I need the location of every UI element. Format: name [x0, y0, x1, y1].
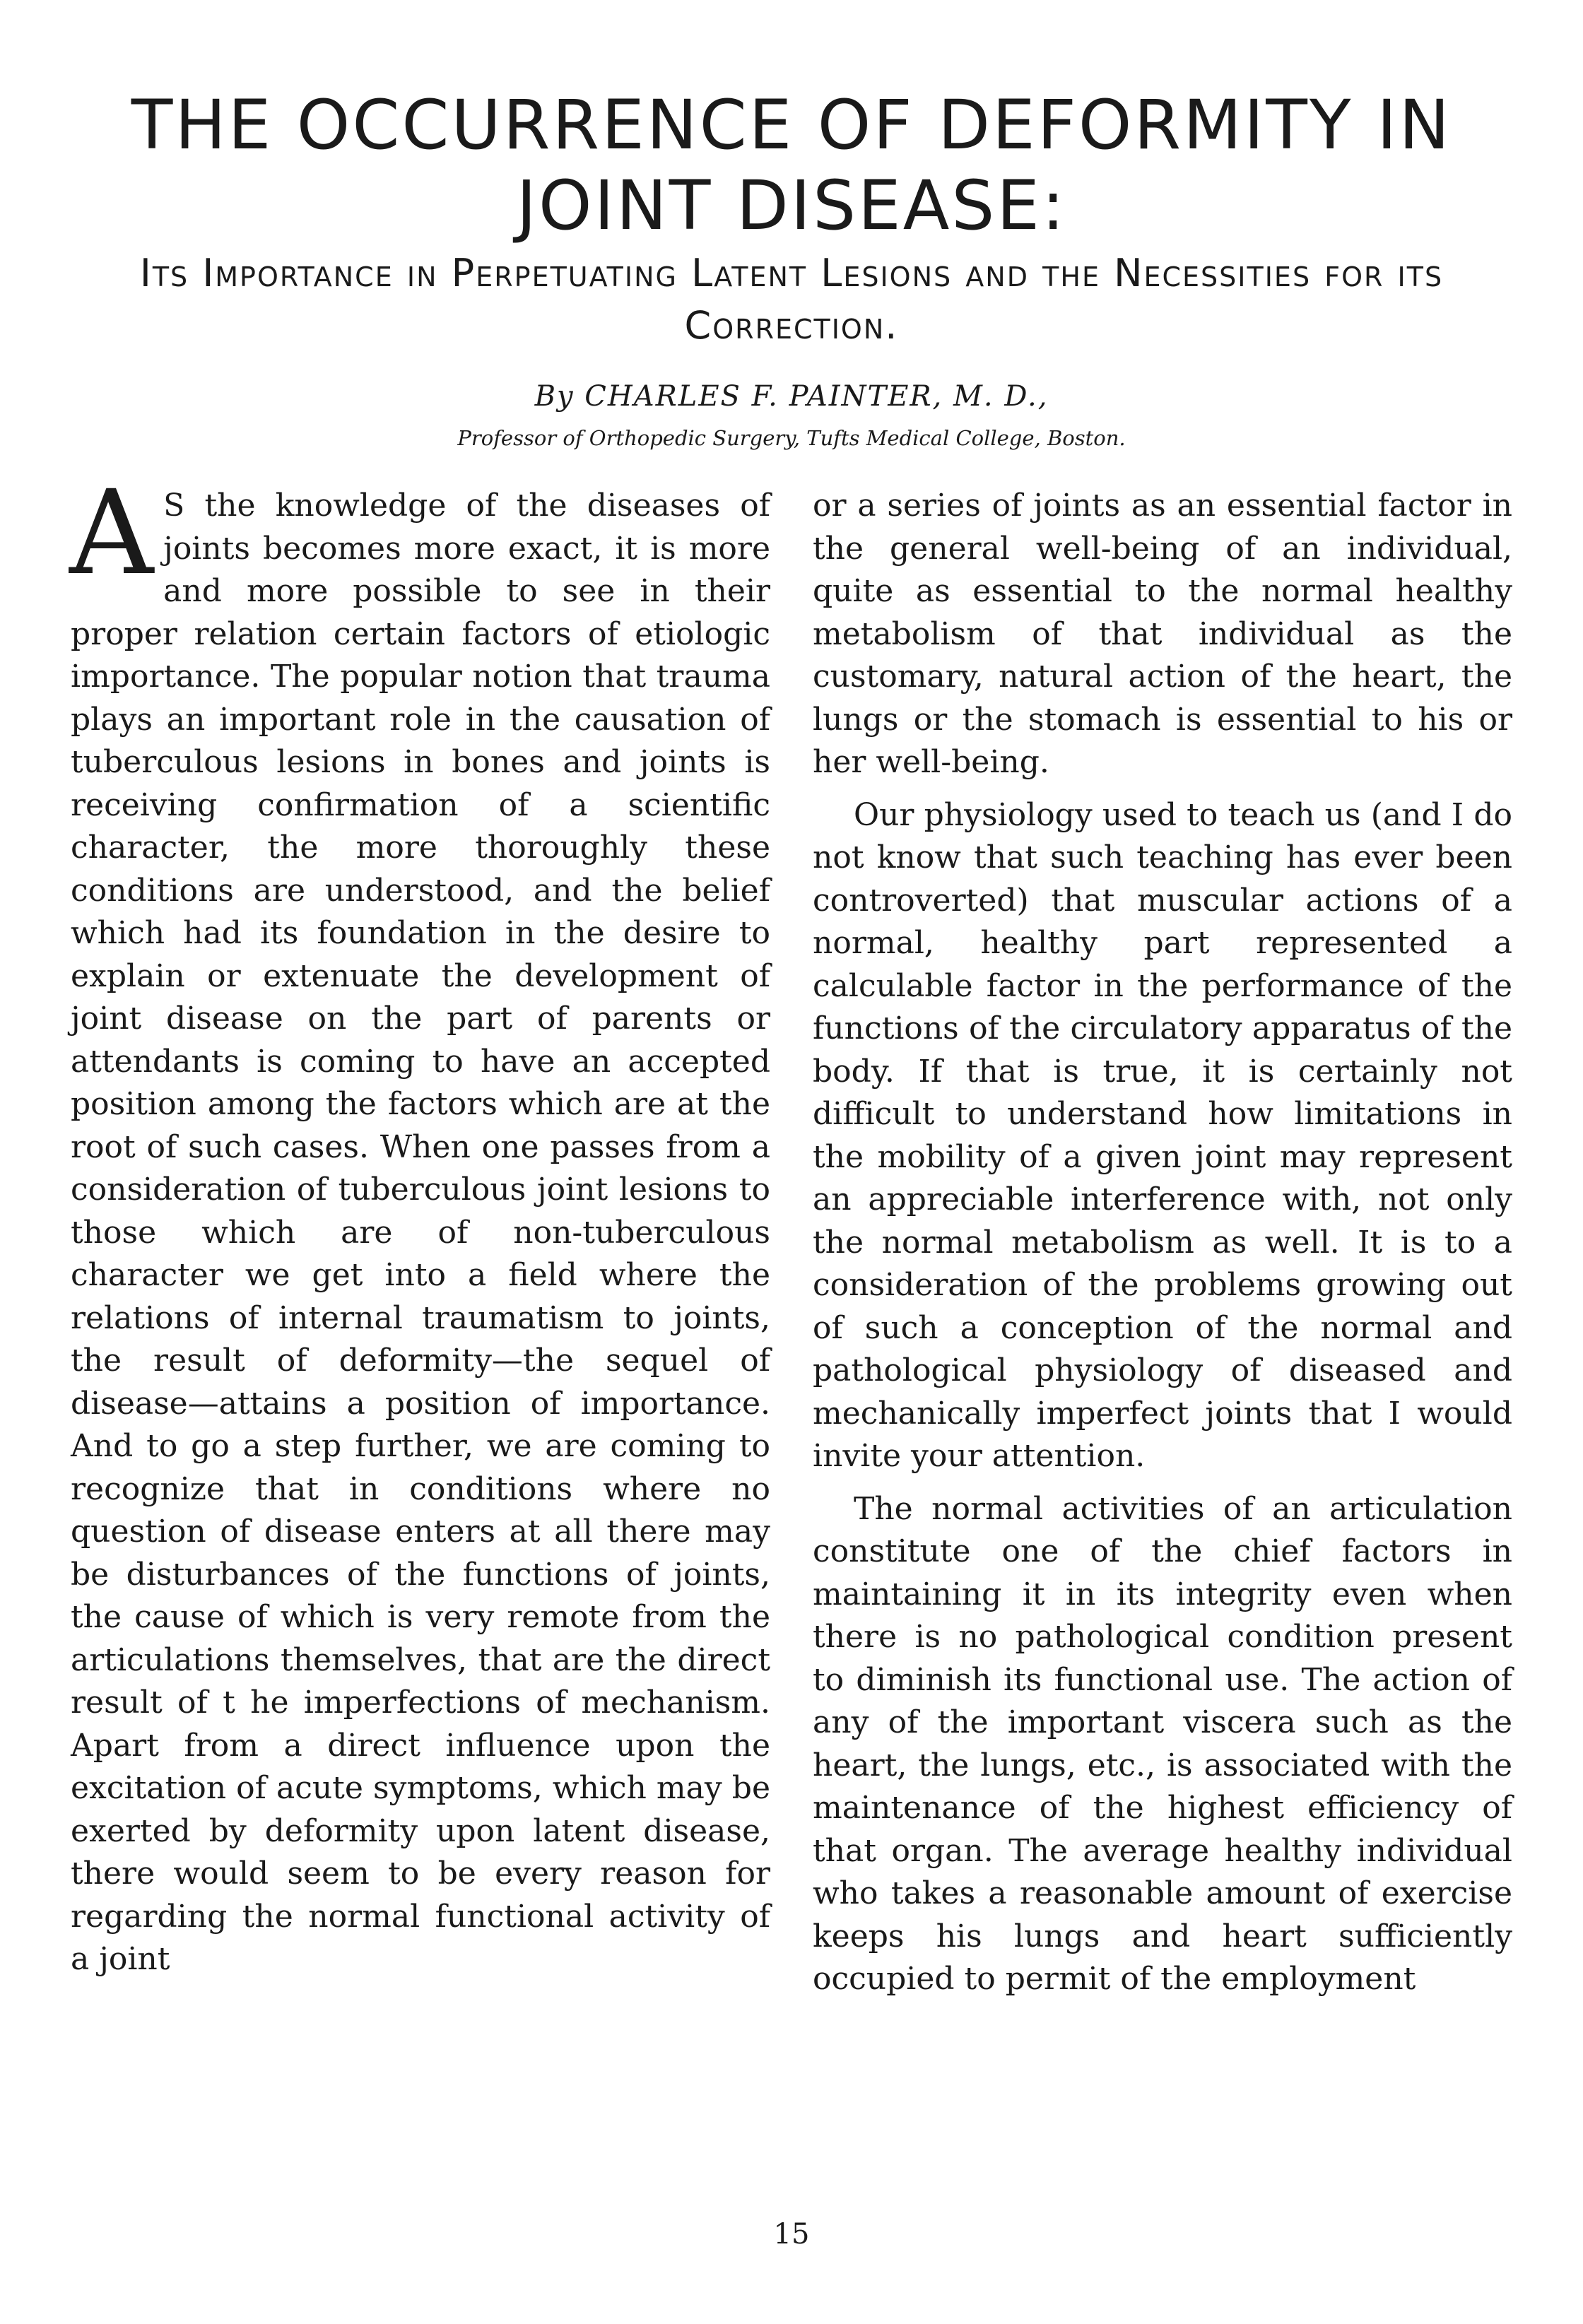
paragraph-1-text: S the knowledge of the diseases of joints becomes more exact, it is more and more possible to see in their proper relation certain factors of etiologic importance. The popular notion that trauma plays an important role in the causation of tuberculous lesions in bones and joints is receiving confirmation of a scientific character, the more thoroughly these conditions are understood, and the belief which had its foundation in the desire to explain or extenuate the development of joint disease on the part of parents or attendants is coming to have an accepted position among the factors which are at the root of such cases. When one passes from a consideration of tuberculous joint lesions to those which are of non-tuberculous character we get into a field where the relations of internal traumatism to joints, the result of deformity—the sequel of disease—attains a position of importance. And to go a step further, we are coming to recognize that in conditions where no question of disease enters at all there may be disturbances of the functions of joints, the cause of which is very remote from the articulations themselves, that are the direct result of t he imperfections of mechanism. Apart from a direct influence upon the excitation of acute symptoms, which may be exerted by deformity upon latent disease, there would seem to be every reason for regarding the normal functional activity of a joint: [71, 488, 770, 1977]
author-byline: By CHARLES F. PAINTER, M. D.,: [534, 380, 1049, 413]
author-affiliation: Professor of Orthopedic Surgery, Tufts Medical College, Boston.: [457, 426, 1126, 450]
right-column: [813, 485, 1512, 2188]
page-number: 15: [773, 2218, 810, 2251]
left-column: [69, 465, 770, 2188]
paragraph-1-continued: or a series of joints as an essential factor in the general well-being of an individual, quite as essential to the normal healthy metabolism of that individual as the customary, natural action of the heart, the lungs or the stomach is essential to his or her well-being.: [813, 488, 1512, 780]
article-subtitle: Its Importance in Perpetuating Latent Lesions and the Necessities for its Correction.: [139, 251, 1444, 348]
article-body: [69, 465, 1512, 2188]
drop-cap: A: [69, 465, 154, 601]
paragraph-3: The normal activities of an articulation constitute one of the chief factors in maintaining it in its integrity even when there is no pathological condition present to diminish its functional use. The action of any of the important viscera such as the heart, the lungs, etc., is associated with the maintenance of the highest efficiency of that organ. The average healthy individual who takes a reasonable amount of exercise keeps his lungs and heart sufficiently occupied to permit of the employment: [813, 1490, 1512, 1997]
article-title: THE OCCURRENCE OF DEFORMITY IN JOINT DISEASE:: [131, 85, 1452, 245]
paragraph-2: Our physiology used to teach us (and I do not know that such teaching has ever been controverted) that muscular actions of a normal, healthy part represented a calculable factor in the performance of the functions of the circulatory apparatus of the body. If that is true, it is certainly not difficult to understand how limitations in the mobility of a given joint may represent an appreciable interference with, not only the normal metabolism as well. It is to a consideration of the problems growing out of such a conception of the normal and pathological physiology of diseased and mechanically imperfect joints that I would invite your attention.: [813, 796, 1512, 1474]
paragraph-1: [69, 465, 770, 1981]
